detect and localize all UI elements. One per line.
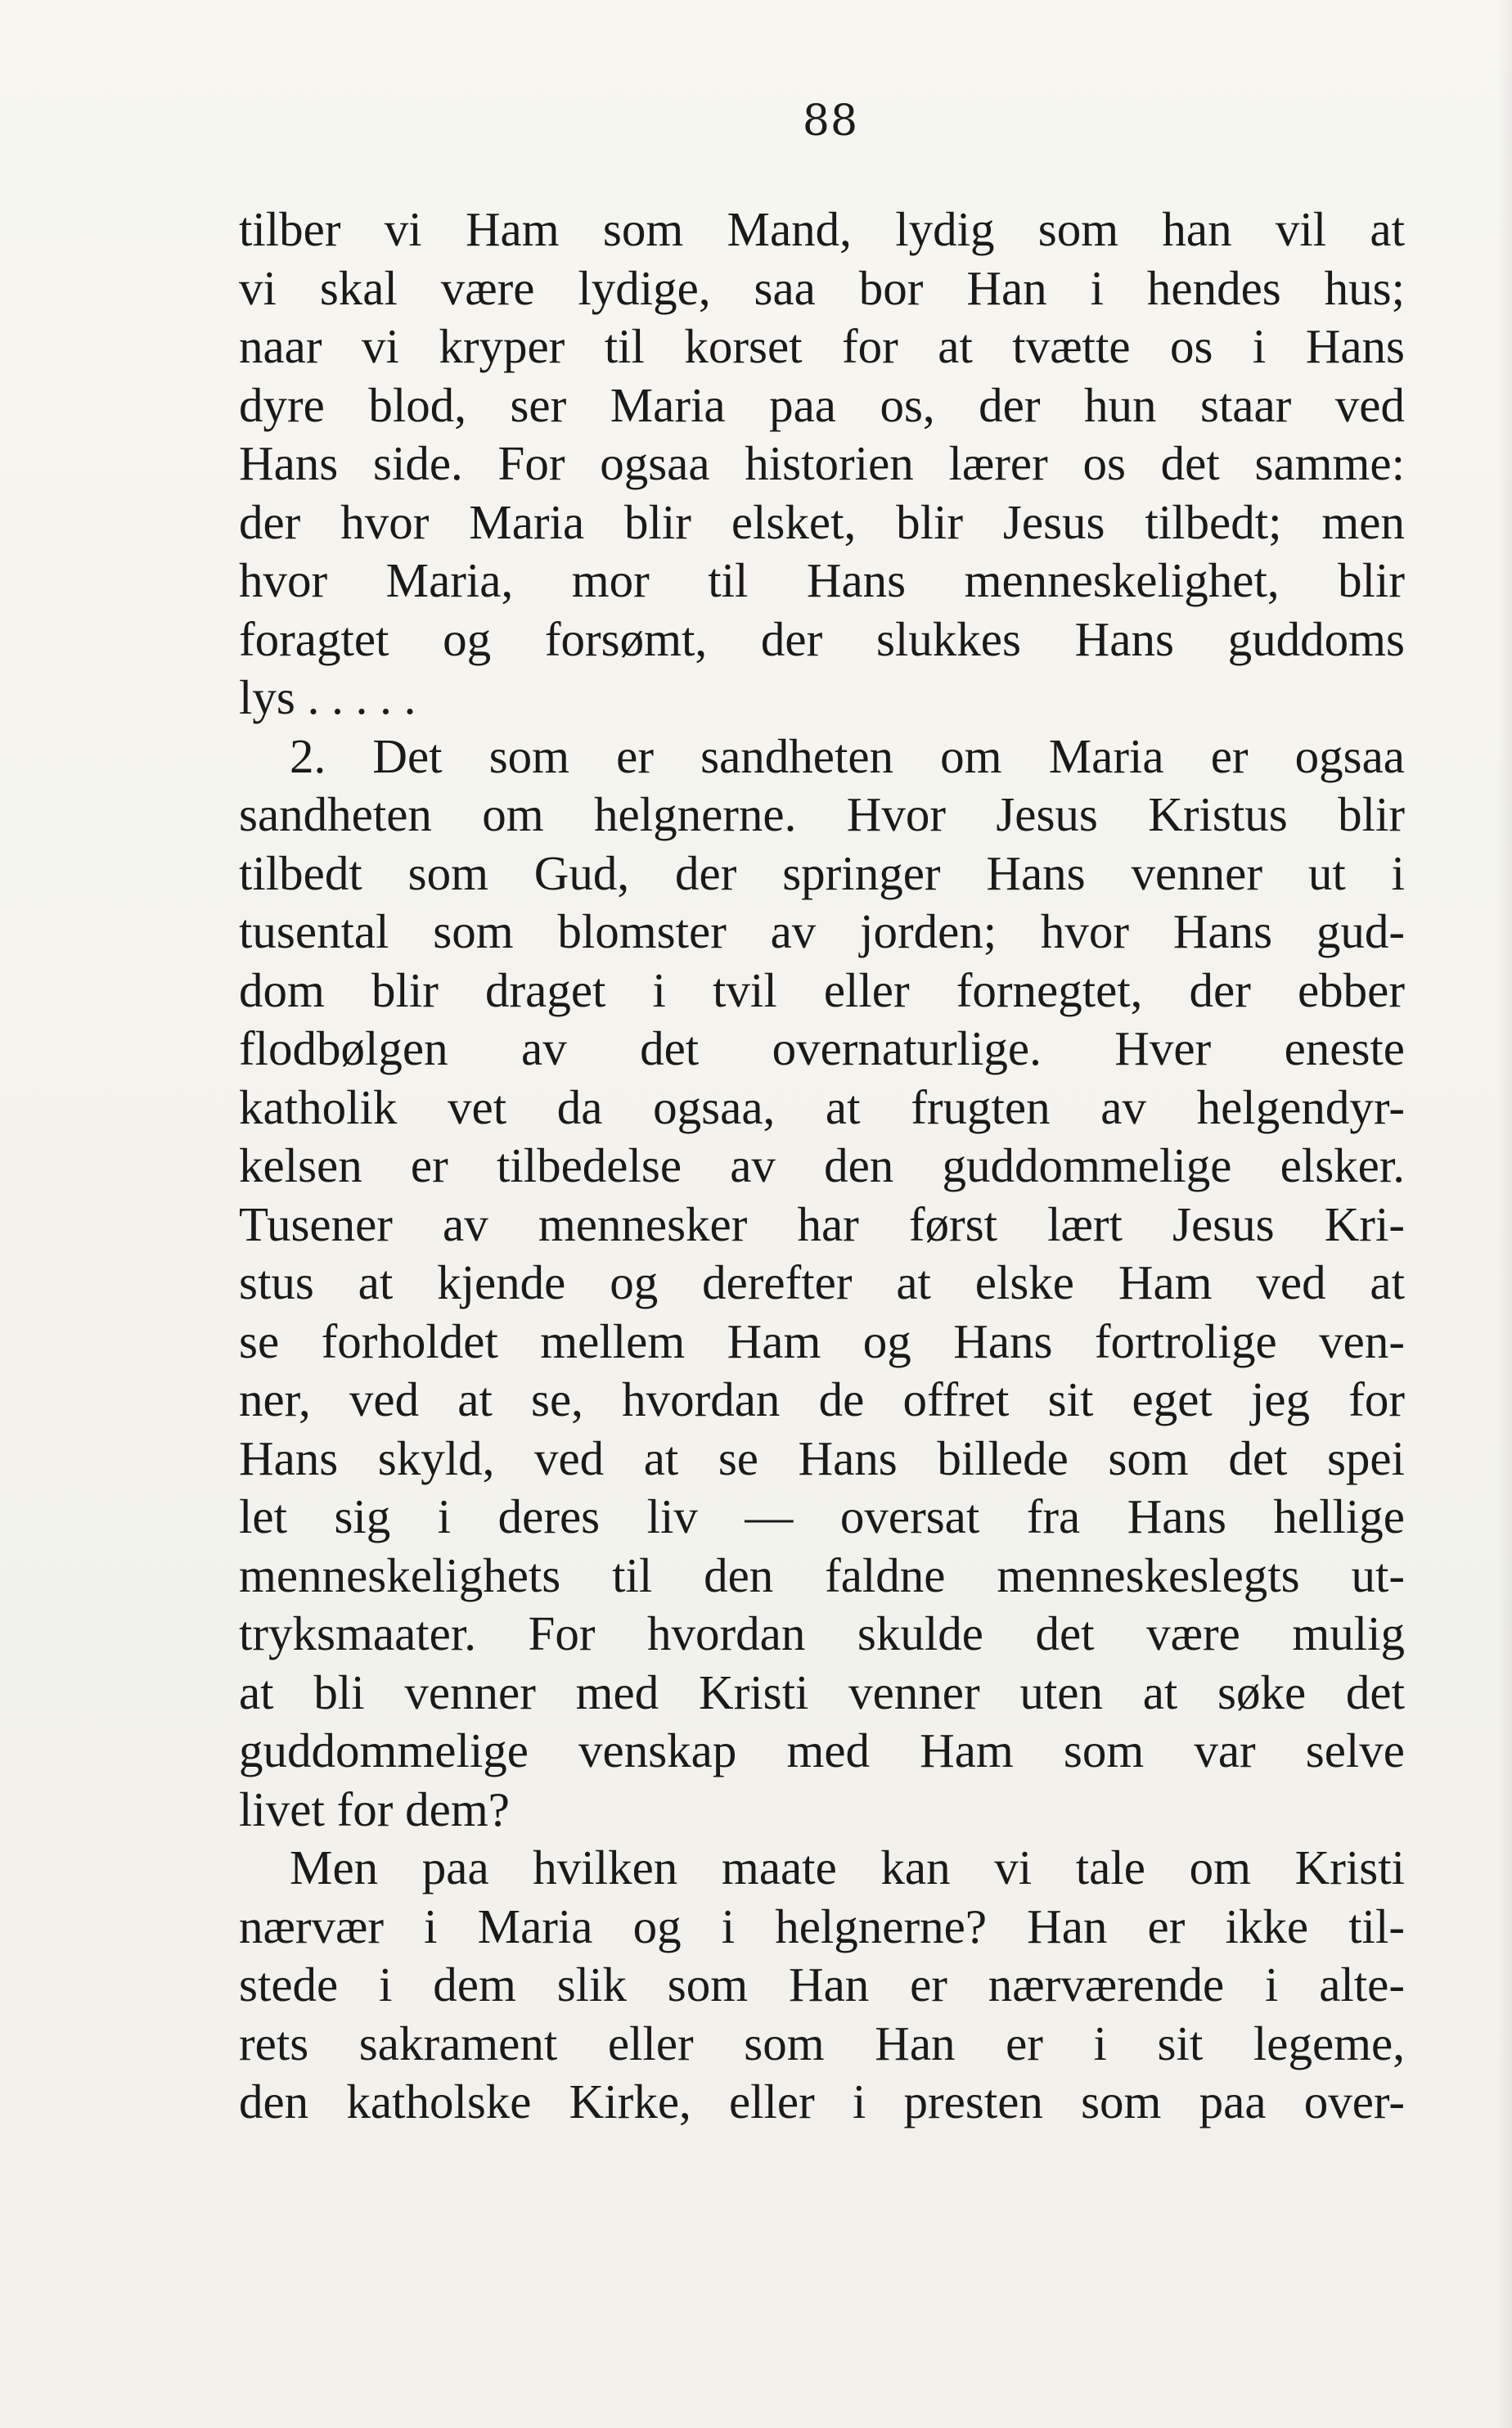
text-line: tryksmaater. For hvordan skulde det være mulig	[239, 1606, 1405, 1660]
text-line: kelsen er tilbedelse av den guddommelige elsker.	[239, 1138, 1405, 1192]
text-line: foragtet og forsømt, der slukkes Hans guddoms	[239, 611, 1405, 666]
text-line: se forholdet mellem Ham og Hans fortrolige ven-	[239, 1313, 1405, 1368]
text-line: tilbedt som Gud, der springer Hans venner ut i	[239, 845, 1405, 900]
text-line: ner, ved at se, hvordan de offret sit eget jeg for	[239, 1372, 1405, 1426]
text-line: dyre blod, ser Maria paa os, der hun staar ved	[239, 377, 1405, 432]
text-line: naar vi kryper til korset for at tvætte os i Hans	[239, 319, 1405, 373]
text-line: Hans skyld, ved at se Hans billede som det spei	[239, 1430, 1405, 1485]
text-line: Men paa hvilken maate kan vi tale om Kristi	[290, 1840, 1405, 1894]
text-line: dom blir draget i tvil eller fornegtet, der ebber	[239, 962, 1405, 1017]
text-line: stede i dem slik som Han er nærværende i alte-	[239, 1957, 1405, 2011]
text-line: katholik vet da ogsaa, at frugten av helgendyr-	[239, 1079, 1405, 1134]
text-line: at bli venner med Kristi venner uten at søke det	[239, 1664, 1405, 1719]
page-number: 88	[802, 97, 859, 146]
text-line: lys . . . . .	[239, 670, 416, 724]
text-line: stus at kjende og derefter at elske Ham ved at	[239, 1255, 1405, 1309]
text-line: livet for dem?	[239, 1782, 510, 1836]
text-line: Tusener av mennesker har først lært Jesus Kri-	[239, 1196, 1405, 1251]
text-line: sandheten om helgnerne. Hvor Jesus Kristus blir	[239, 787, 1405, 841]
text-line: hvor Maria, mor til Hans menneskelighet, blir	[239, 553, 1405, 607]
text-line: tusental som blomster av jorden; hvor Hans gud-	[239, 904, 1405, 958]
text-line: menneskelighets til den faldne menneskeslegts ut-	[239, 1547, 1405, 1602]
text-line: rets sakrament eller som Han er i sit legeme,	[239, 2016, 1405, 2070]
text-line: flodbølgen av det overnaturlige. Hver eneste	[239, 1021, 1405, 1075]
text-line: tilber vi Ham som Mand, lydig som han vil at	[239, 202, 1405, 256]
text-line: vi skal være lydige, saa bor Han i hendes hus;	[239, 260, 1405, 315]
page-edge-shadow	[1497, 0, 1512, 2428]
text-line: den katholske Kirke, eller i presten som paa over-	[239, 2074, 1405, 2128]
text-line: Hans side. For ogsaa historien lærer os det samme:	[239, 436, 1405, 490]
text-line: nærvær i Maria og i helgnerne? Han er ikke til-	[239, 1899, 1405, 1953]
text-line: 2. Det som er sandheten om Maria er ogsaa	[290, 728, 1405, 783]
text-line: let sig i deres liv — oversat fra Hans hellige	[239, 1489, 1405, 1543]
text-line: guddommelige venskap med Ham som var selve	[239, 1723, 1405, 1777]
text-line: der hvor Maria blir elsket, blir Jesus tilbedt; men	[239, 494, 1405, 549]
body-text	[239, 200, 1405, 2132]
